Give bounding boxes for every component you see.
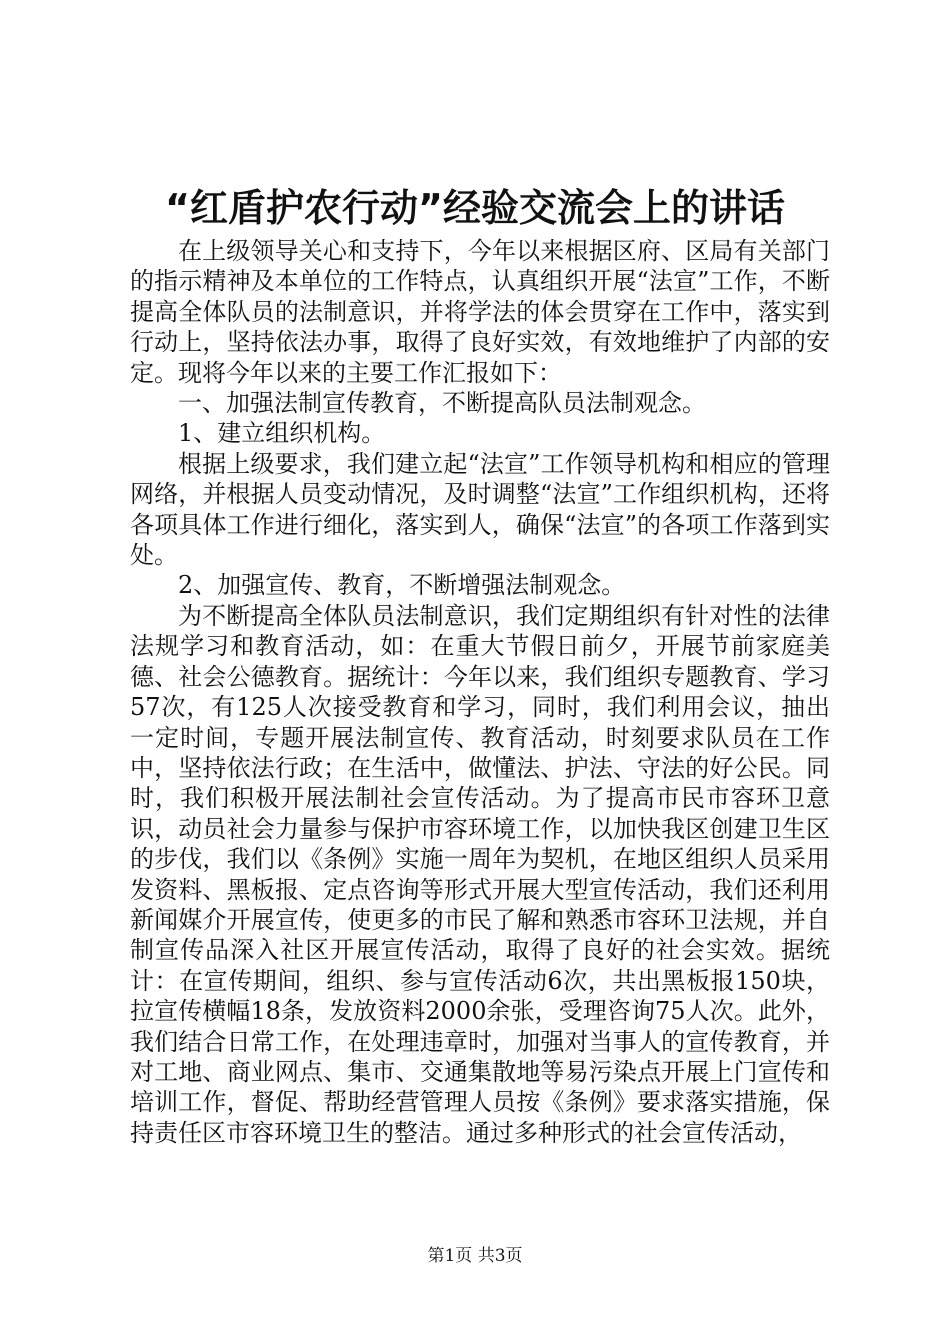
page-footer: 第1页 共3页 <box>427 1246 523 1266</box>
paragraph-intro: 在上级领导关心和支持下，今年以来根据区府、区局有关部门的指示精神及本单位的工作特点，认真组织开展“法宣”工作，不断提高全体队员的法制意识，并将学法的体会贯穿在工作中，落实到行动上，坚持依法办事，取得了良好实效，有效地维护了内部的安定。现将今年以来的主要工作汇报如下： <box>130 237 830 387</box>
document-body <box>130 236 830 1148</box>
document-title: “红盾护农行动”经验交流会上的讲话 <box>165 186 785 230</box>
subsection-heading-2: 2、加强宣传、教育，不断增强法制观念。 <box>178 571 626 600</box>
section-heading-1: 一、加强法制宣传教育，不断提高队员法制观念。 <box>178 389 706 418</box>
paragraph-publicity: 为不断提高全体队员法制意识，我们定期组织有针对性的法律法规学习和教育活动，如：在重大节假日前夕，开展节前家庭美德、社会公德教育。据统计：今年以来，我们组织专题教育、学习57次，有125人次接受教育和学习，同时，我们利用会议，抽出一定时间，专题开展法制宣传、教育活动，时刻要求队员在工作中，坚持依法行政；在生活中，做懂法、护法、守法的好公民。同时，我们积极开展法制社会宣传活动。为了提高市民市容环卫意识，动员社会力量参与保护市容环境工作，以加快我区创建卫生区的步伐，我们以《条例》实施一周年为契机，在地区组织人员采用发资料、黑板报、定点咨询等形式开展大型宣传活动，我们还利用新闻媒介开展宣传，使更多的市民了解和熟悉市容环卫法规，并自制宣传品深入社区开展宣传活动，取得了良好的社会实效。据统计：在宣传期间，组织、参与宣传活动6次，共出黑板报150块，拉宣传横幅18条，发放资料2000余张，受理咨询75人次。此外，我们结合日常工作，在处理违章时，加强对当事人的宣传教育，并对工地、商业网点、集市、交通集散地等易污染点开展上门宣传和培训工作，督促、帮助经营管理人员按《条例》要求落实措施，保持责任区市容环境卫生的整洁。通过多种形式的社会宣传活动， <box>130 601 830 1147</box>
subsection-heading-1: 1、建立组织机构。 <box>178 419 386 448</box>
paragraph-organization: 根据上级要求，我们建立起“法宣”工作领导机构和相应的管理网络，并根据人员变动情况，及时调整“法宣”工作组织机构，还将各项具体工作进行细化，落实到人，确保“法宣”的各项工作落到实处。 <box>130 449 830 570</box>
